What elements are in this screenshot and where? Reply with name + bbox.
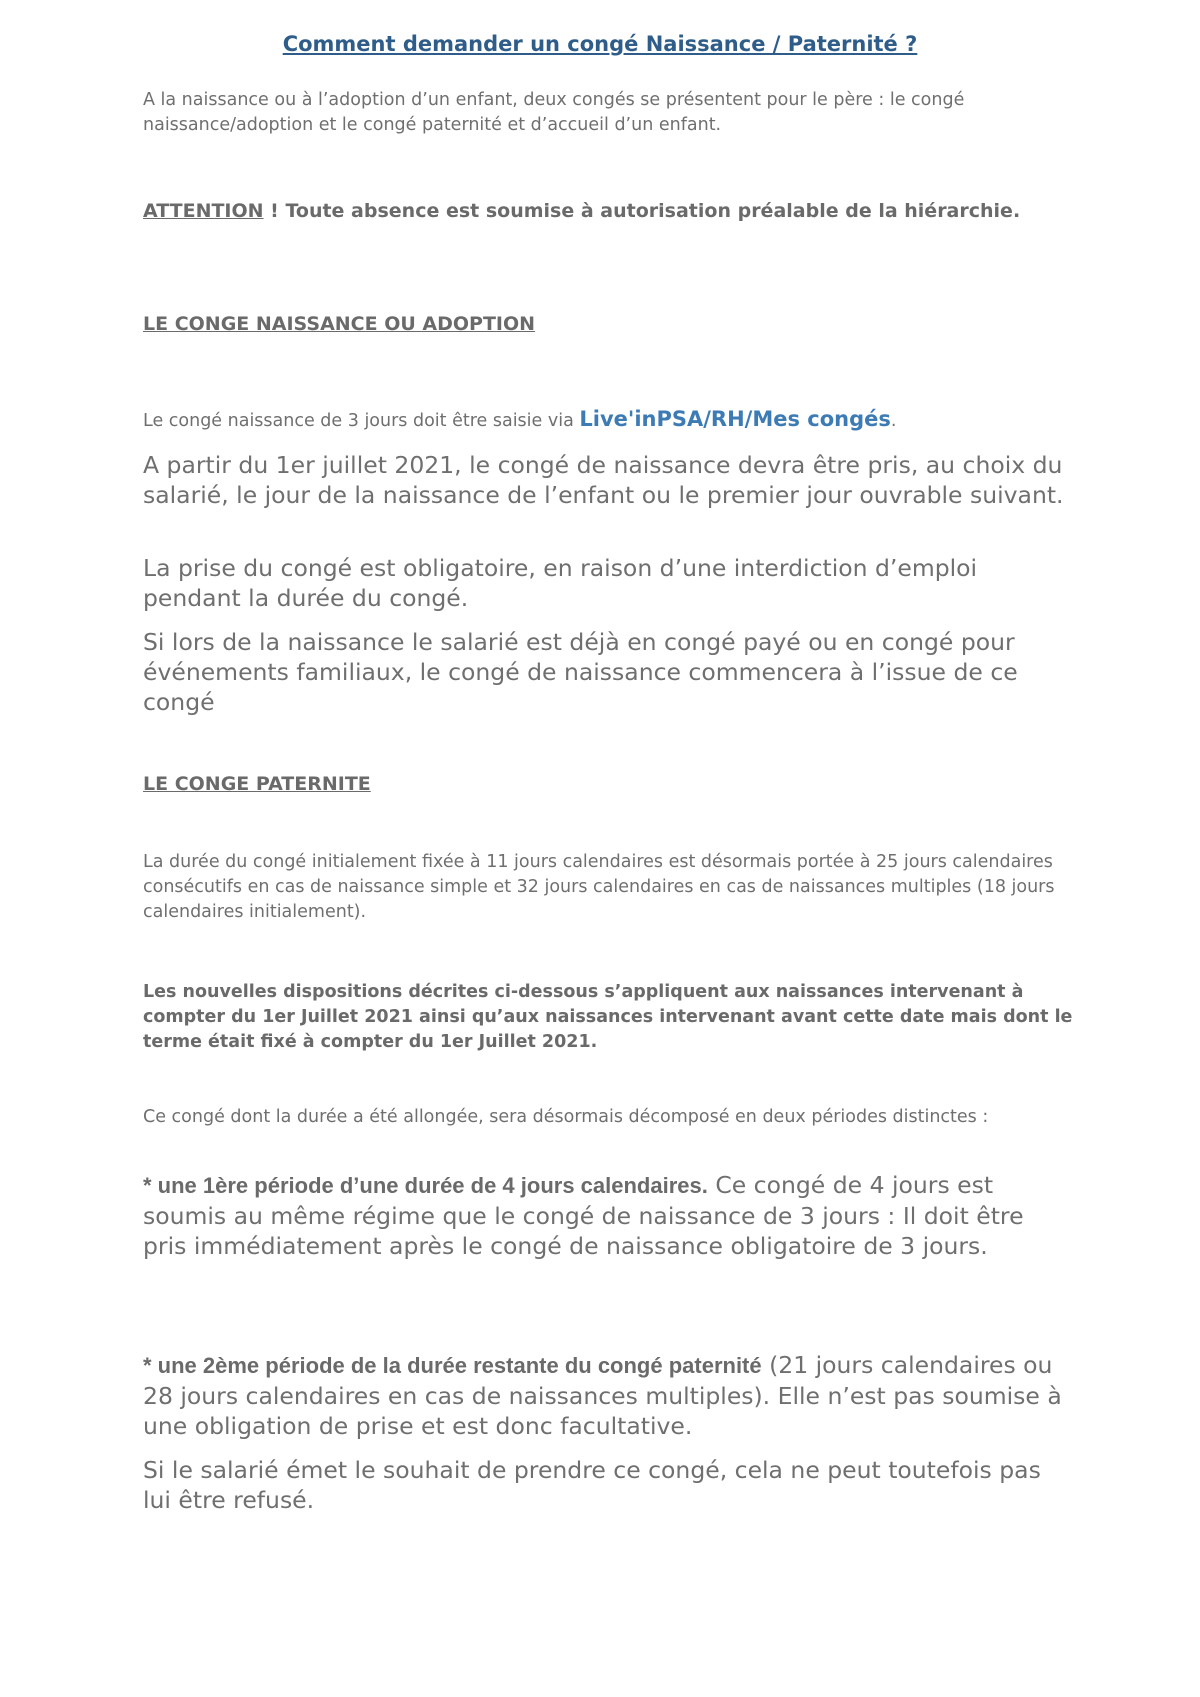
section-heading-naissance: LE CONGE NAISSANCE OU ADOPTION <box>143 313 536 335</box>
period-1-paragraph <box>143 1170 1073 1261</box>
intro-paragraph: A la naissance ou à l’adoption d’un enfant, deux congés se présentent pour le père : le congé naissance/adoption et le congé paternité et d’accueil d’un enfant. <box>143 90 965 135</box>
attention-notice <box>143 198 1073 224</box>
paternite-duration-paragraph: La durée du congé initialement fixée à 11 jours calendaires est désormais portée à 25 jours calendaires consécutifs en cas de naissance simple et 32 jours calendaires en cas de naissances multiples (18 jours calendaires initialement). <box>143 852 1055 922</box>
entry-suffix: . <box>890 411 897 431</box>
attention-label: ATTENTION <box>143 200 264 222</box>
naissance-paragraph-1: A partir du 1er juillet 2021, le congé de naissance devra être pris, au choix du salarié, le jour de la naissance de l’enfant ou le premier jour ouvrable suivant. <box>143 451 1064 509</box>
liveinpsa-link[interactable]: Live'inPSA/RH/Mes congés <box>579 407 891 431</box>
section-heading-paternite: LE CONGE PATERNITE <box>143 773 371 795</box>
naissance-paragraph-2: La prise du congé est obligatoire, en raison d’une interdiction d’emploi pendant la durée du congé. <box>143 554 978 612</box>
period-2-title: * une 2ème période de la durée restante du congé paternité <box>143 1353 762 1378</box>
split-paragraph: Ce congé dont la durée a été allongée, sera désormais décomposé en deux périodes distinctes : <box>143 1107 989 1127</box>
attention-text: ! Toute absence est soumise à autorisation préalable de la hiérarchie. <box>263 200 1021 222</box>
naissance-paragraph-3: Si lors de la naissance le salarié est déjà en congé payé ou en congé pour événements familiaux, le congé de naissance commencera à l’issue de ce congé <box>143 628 1018 716</box>
new-rules-paragraph: Les nouvelles dispositions décrites ci-dessous s’appliquent aux naissances intervenant à compter du 1er Juillet 2021 ainsi qu’aux naissances intervenant avant cette date mais dont le terme était fixé à compter du 1er Juillet 2021. <box>143 982 1073 1052</box>
final-paragraph: Si le salarié émet le souhait de prendre ce congé, cela ne peut toutefois pas lui être refusé. <box>143 1456 1041 1514</box>
entry-prefix: Le congé naissance de 3 jours doit être saisie via <box>143 411 580 431</box>
period-2-text: (21 jours calendaires ou 28 jours calendaires en cas de naissances multiples). Elle n’est pas soumise à une obligation de prise et est donc facultative. <box>143 1351 1062 1440</box>
period-1-title: * une 1ère période d’une durée de 4 jours calendaires. <box>143 1173 708 1198</box>
period-2-paragraph <box>143 1350 1073 1441</box>
page-title: Comment demander un congé Naissance / Paternité ? <box>282 32 918 56</box>
period-1-text: Ce congé de 4 jours est soumis au même régime que le congé de naissance de 3 jours : Il doit être pris immédiatement après le congé de naissance obligatoire de 3 jours. <box>143 1171 1024 1260</box>
entry-instruction <box>143 407 1073 434</box>
